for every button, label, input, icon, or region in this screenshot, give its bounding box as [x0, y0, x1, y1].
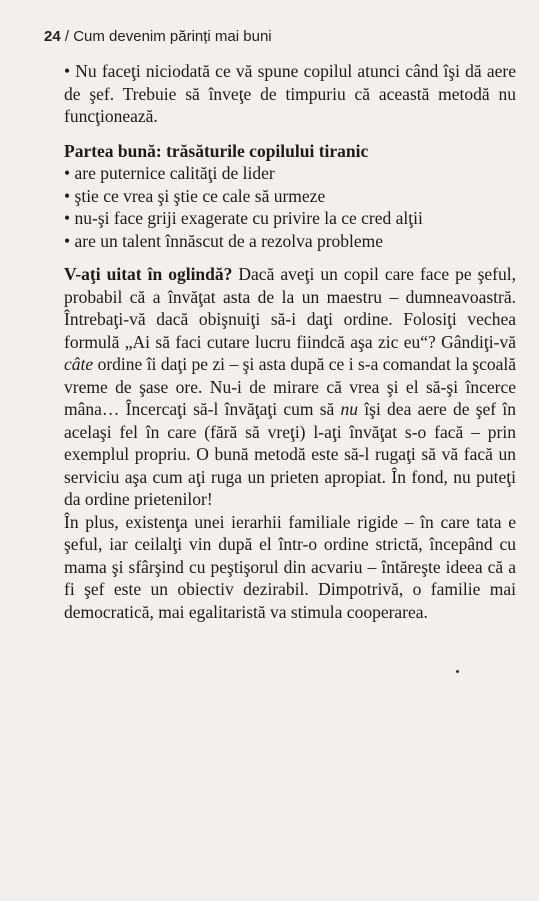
hierarchy-paragraph: În plus, existenţa unei ierarhii familiale rigide – în care tata e şeful, iar ceilalţi vin după el într-o ordine strictă, începând cu mama şi sfârşind cu peştişorul din acvariu – întăreşte ideea că a fi şef este un obiectiv dezirabil. Dimpotrivă, o familie mai democratică, mai egalitaristă va stimula cooperarea.: [64, 511, 516, 622]
page-number: 24: [44, 28, 61, 45]
emphasis-text: nu: [340, 399, 359, 419]
list-item: • are un talent înnăscut de a rezolva probleme: [64, 230, 516, 253]
list-item: • are puternice calităţi de lider: [64, 162, 516, 185]
list-item: • nu-şi face griji exagerate cu privire la ce cred alţii: [64, 207, 516, 230]
traits-list: [64, 162, 516, 252]
bleed-through-text: [60, 590, 520, 880]
emphasis-text: câte: [64, 354, 94, 374]
paragraph-text: ordine îi daţi pe zi – şi asta după ce i s-a comandat la şcoală vreme de şase ore. Nu-i de mirare că vrea şi el să-şi încerce mâna… Încercaţi să-l învăţaţi cum să: [64, 354, 516, 419]
print-speck: [456, 670, 459, 673]
section-subheading: Partea bună: trăsăturile copilului tiranic: [64, 140, 369, 161]
paragraph-text: îşi dea aere de şef în acelaşi fel în care (fără să vreţi) l-aţi învăţat s-o facă – prin exemplul propriu. O bună metodă este să-l rugaţi să vă facă un serviciu aşa cum aţi ruga un prieten apropiat. În fond, nu puteţi da ordine prietenilor!: [64, 399, 516, 509]
list-item: • ştie ce vrea şi ştie ce cale să urmeze: [64, 185, 516, 208]
book-title: Cum devenim părinți mai buni: [73, 28, 272, 45]
intro-bullet: • Nu faceţi niciodată ce vă spune copilul atunci când îşi dă aere de şef. Trebuie să înveţe de timpuriu că această metodă nu funcţionează.: [64, 61, 516, 126]
mirror-paragraph: [64, 263, 516, 511]
paragraph-text: Dacă aveţi un copil care face pe şeful, probabil că a învăţat asta de la un maestru – dumneavoastră. Întrebaţi-vă dacă obişnuiţi să-i daţi ordine. Folosiţi vechea formulă „Ai să faci cutare lucru fiindcă aşa zic eu“? Gândiţi-vă: [64, 264, 516, 352]
running-header: [44, 28, 272, 45]
header-separator: /: [64, 28, 70, 45]
page-body: [64, 60, 516, 623]
paragraph-lead: V-aţi uitat în oglindă?: [64, 264, 233, 284]
